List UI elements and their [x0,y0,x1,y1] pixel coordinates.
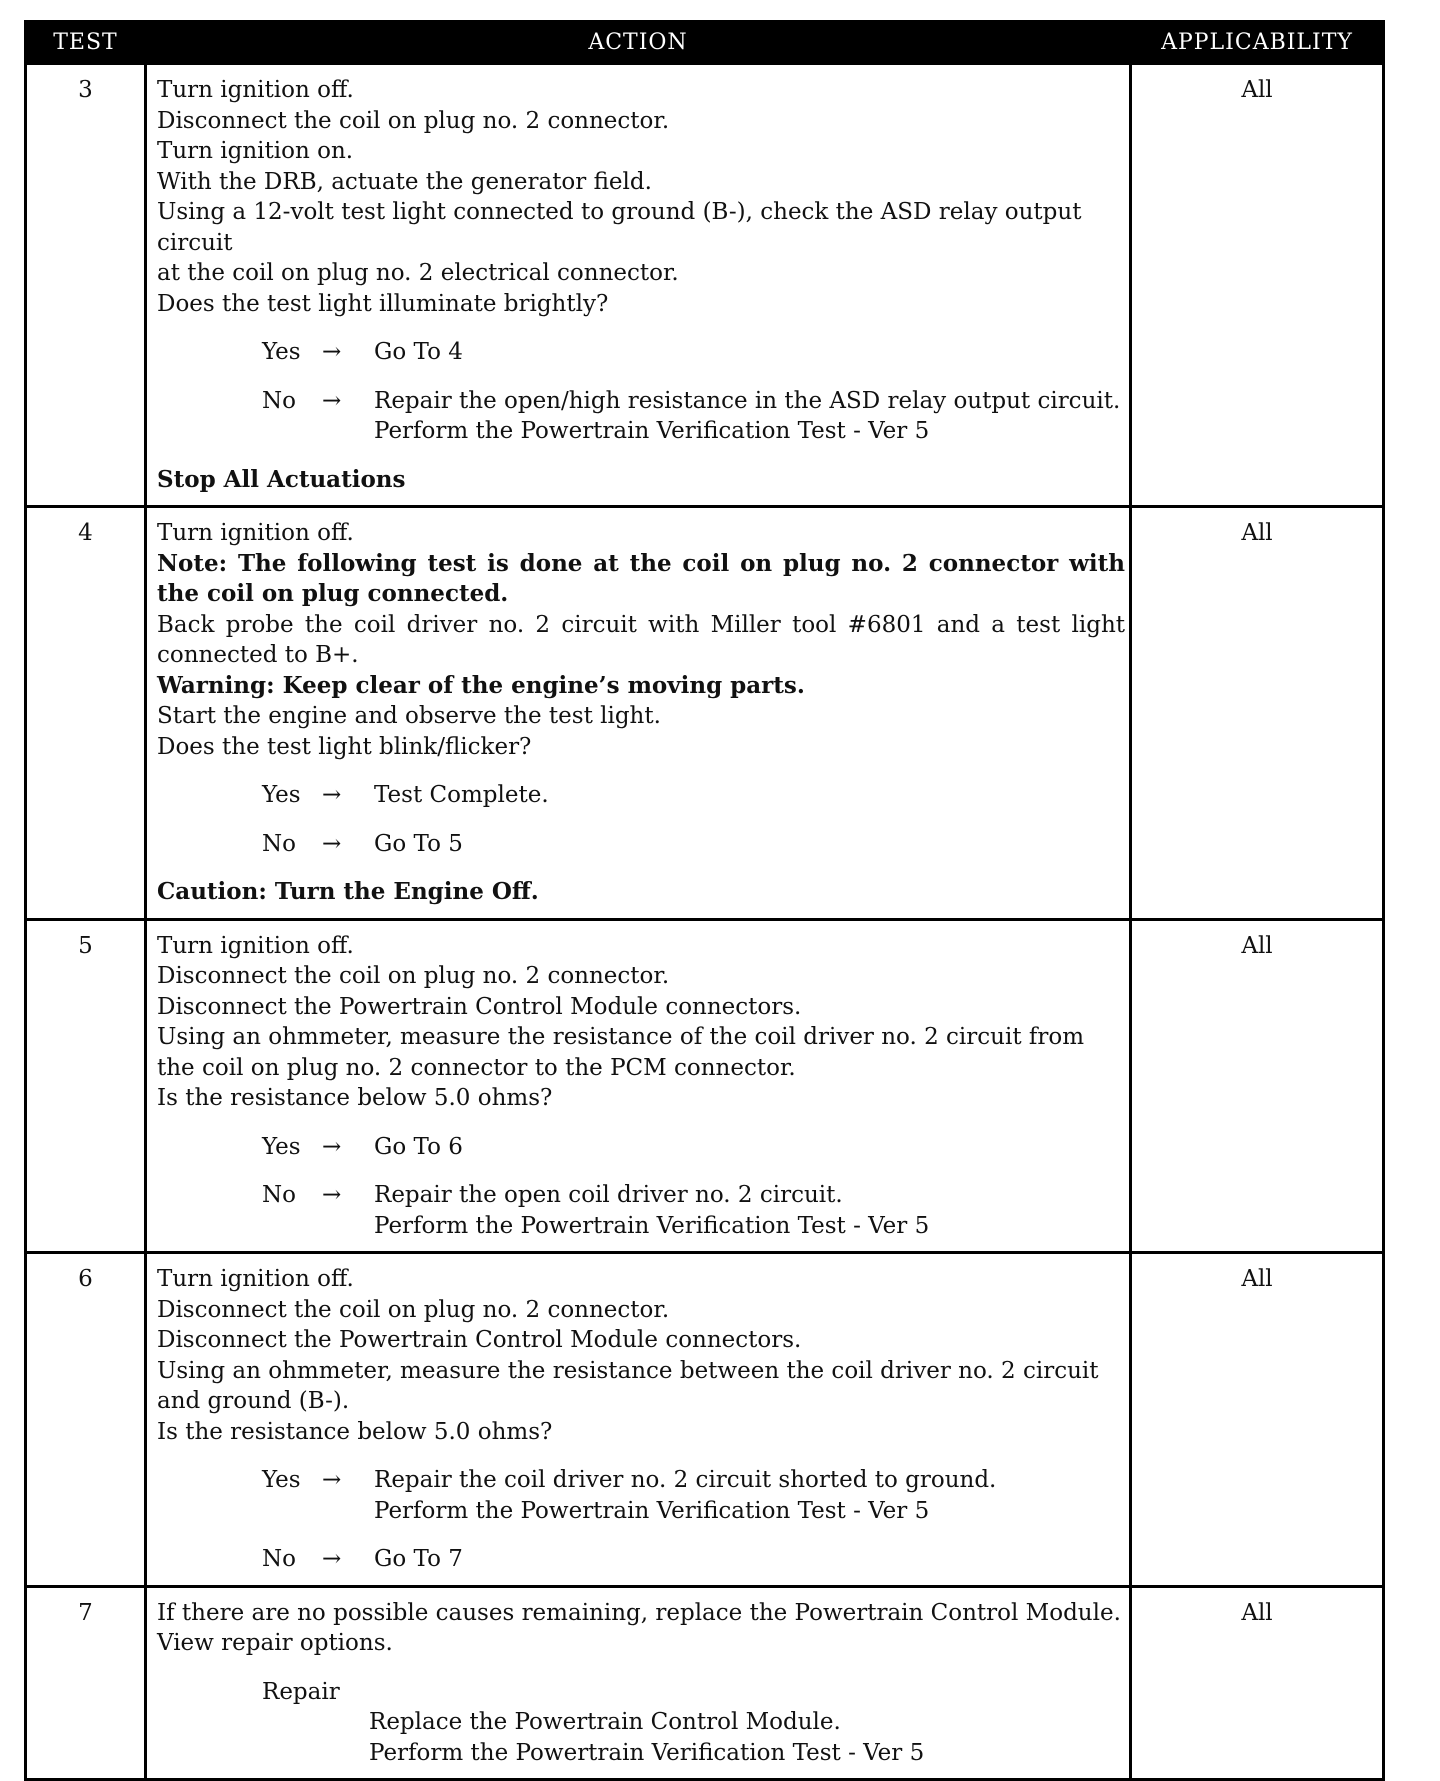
arrow-icon: → [322,387,342,414]
action-cell [146,507,1131,920]
test-number: 3 [26,64,146,507]
applicability-value: All [1131,1586,1384,1780]
option-no [262,1544,1125,1575]
stop-actuations-note: Stop All Actuations [157,465,406,493]
header-applicability: APPLICABILITY [1131,22,1384,64]
test-number: 5 [26,919,146,1253]
applicability-value: All [1131,507,1384,920]
action-step: Turn ignition off. [157,1266,354,1292]
arrow-icon: → [322,782,342,808]
applicability-value: All [1131,64,1384,507]
warning-text: Warning: Keep clear of the engine’s moving parts. [157,671,805,699]
option-result: Repair the open/high resistance in the ASD relay output circuit. [374,387,1121,414]
option-yes [262,1132,1125,1163]
option-result: Perform the Powertrain Verification Test - Ver 5 [374,1497,930,1524]
action-step: Disconnect the Powertrain Control Module connectors. [157,1327,802,1353]
action-step: Turn ignition on. [157,138,354,164]
action-step: Using a 12-volt test light connected to ground (B-), check the ASD relay output circuit [157,199,1082,256]
action-cell [146,64,1131,507]
option-result: Go To 7 [374,1546,463,1572]
diagnostic-procedure-document [24,20,1382,1781]
option-no [262,1180,1125,1241]
arrow-icon: → [322,1133,342,1160]
header-test: TEST [26,22,146,64]
repair-label: Repair [262,1678,340,1705]
option-label: No [262,387,296,414]
table-row-test-5 [26,919,1384,1253]
option-result: Go To 4 [374,339,463,365]
arrow-icon: → [322,339,342,365]
action-question: Does the test light blink/flicker? [157,733,532,760]
header-action: ACTION [146,22,1131,64]
option-result: Perform the Powertrain Verification Test - Ver 5 [374,418,930,444]
diagnostic-table [24,20,1385,1781]
option-result: Perform the Powertrain Verification Test - Ver 5 [374,1212,930,1239]
option-yes [262,1465,1125,1526]
action-cell [146,1253,1131,1587]
applicability-value: All [1131,919,1384,1253]
table-row-test-4 [26,507,1384,920]
test-number: 6 [26,1253,146,1587]
option-result: Go To 6 [374,1133,463,1160]
option-label: No [262,830,296,857]
option-yes [262,337,1125,368]
action-step: Disconnect the coil on plug no. 2 connector. [157,107,670,134]
action-step: If there are no possible causes remaining, replace the Powertrain Control Module. [157,1599,1121,1626]
option-label: Yes [262,1133,301,1160]
option-result: Go To 5 [374,830,463,857]
option-label: Yes [262,1467,301,1493]
action-question: Does the test light illuminate brightly? [157,290,609,317]
arrow-icon: → [322,1546,342,1572]
table-row-test-3 [26,64,1384,507]
test-number: 4 [26,507,146,920]
action-step: Disconnect the coil on plug no. 2 connector. [157,1296,670,1323]
table-row-test-7 [26,1586,1384,1780]
option-label: Yes [262,782,301,808]
action-step: Turn ignition off. [157,932,354,959]
option-label: No [262,1546,296,1572]
table-header-row [26,22,1384,64]
action-step: Back probe the coil driver no. 2 circuit with Miller tool #6801 and a test light connected to B+. [157,611,1125,668]
option-result: Repair the coil driver no. 2 circuit shorted to ground. [374,1467,997,1493]
action-step: at the coil on plug no. 2 electrical connector. [157,260,679,286]
action-step: Turn ignition off. [157,520,354,546]
table-row-test-6 [26,1253,1384,1587]
note-text: Note: The following test is done at the coil on plug no. 2 connector with the coil on plug connected. [157,549,1125,607]
repair-step: Replace the Powertrain Control Module. [369,1709,841,1735]
action-step: Using an ohmmeter, measure the resistance of the coil driver no. 2 circuit from the coil on plug no. 2 connector to the PCM connector. [157,1024,1085,1081]
action-step: Using an ohmmeter, measure the resistance between the coil driver no. 2 circuit and ground (B-). [157,1357,1099,1414]
option-result: Repair the open coil driver no. 2 circuit. [374,1182,843,1208]
option-no [262,386,1125,447]
test-number: 7 [26,1586,146,1780]
action-question: Is the resistance below 5.0 ohms? [157,1085,553,1111]
action-step: With the DRB, actuate the generator field. [157,168,652,195]
action-question: Is the resistance below 5.0 ohms? [157,1418,553,1445]
arrow-icon: → [322,1182,342,1208]
action-step: Turn ignition off. [157,77,354,103]
action-step: Disconnect the coil on plug no. 2 connector. [157,963,670,989]
action-step: View repair options. [157,1630,393,1656]
caution-note: Caution: Turn the Engine Off. [157,878,539,905]
option-result: Test Complete. [374,782,549,808]
applicability-value: All [1131,1253,1384,1587]
arrow-icon: → [322,1467,342,1493]
action-cell [146,919,1131,1253]
arrow-icon: → [322,830,342,857]
action-cell [146,1586,1131,1780]
option-yes [262,780,1125,811]
option-no [262,829,1125,860]
option-label: Yes [262,339,301,365]
action-step: Start the engine and observe the test light. [157,703,661,729]
action-step: Disconnect the Powertrain Control Module connectors. [157,993,802,1020]
option-label: No [262,1182,296,1208]
repair-step: Perform the Powertrain Verification Test - Ver 5 [369,1739,925,1766]
